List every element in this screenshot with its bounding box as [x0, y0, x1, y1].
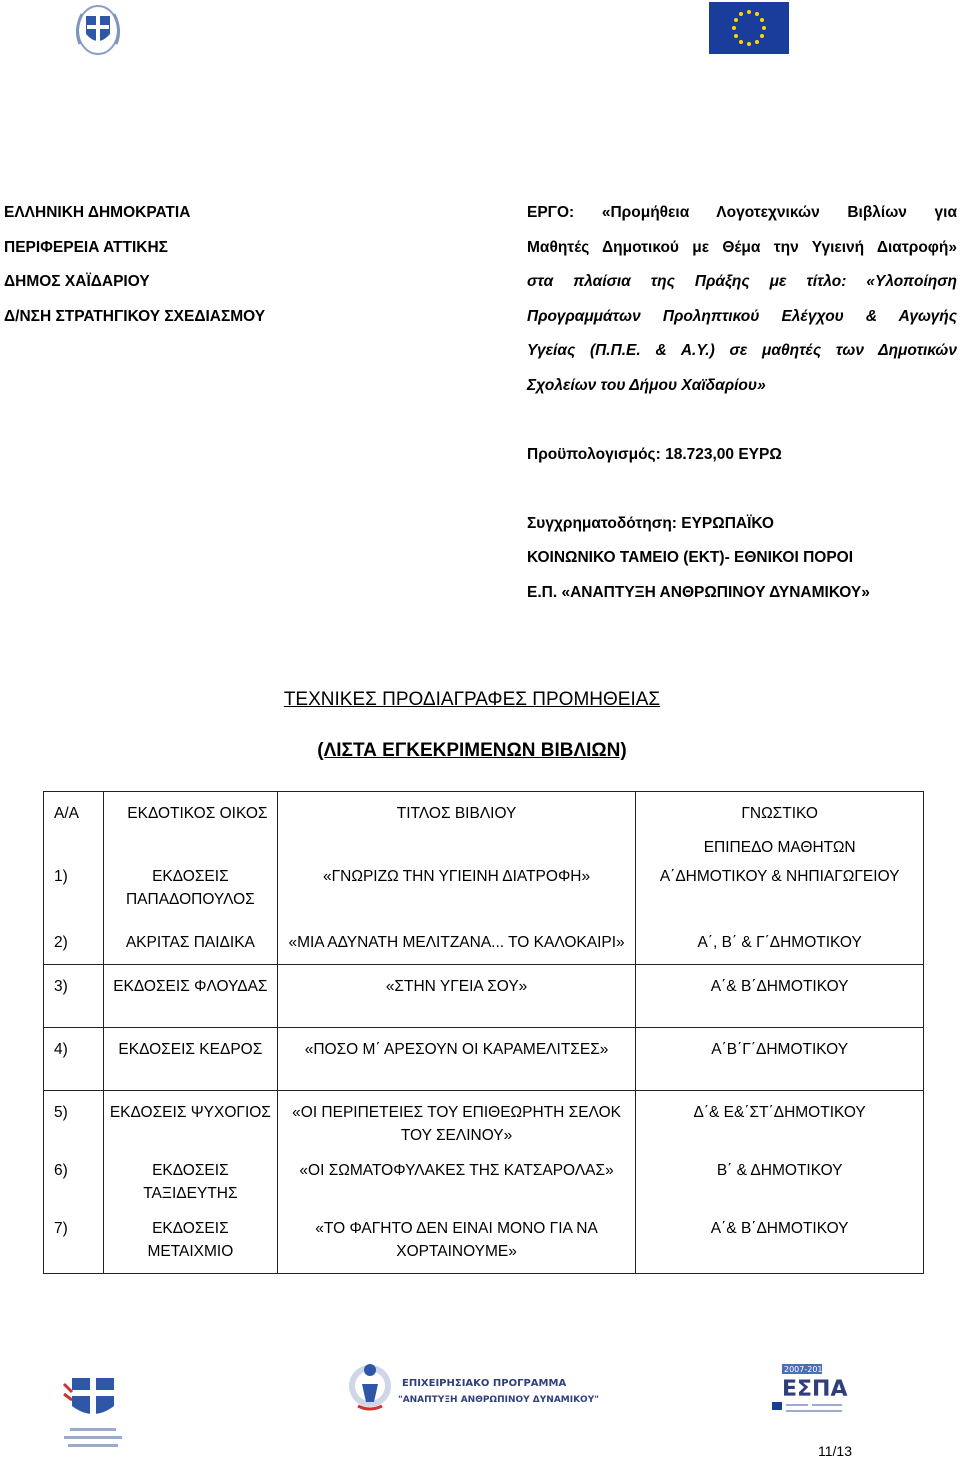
- row-level: Α΄Β΄Γ΄ΔΗΜΟΤΙΚΟΥ: [636, 1028, 924, 1091]
- table-row: [44, 863, 924, 921]
- project-line: Σχολείων του Δήμου Χαϊδαρίου»: [527, 376, 766, 394]
- table-row: [44, 1215, 924, 1274]
- project-label: ΕΡΓΟ:: [527, 204, 575, 221]
- header-level: [636, 792, 924, 864]
- row-title: «ΓΝΩΡΙΖΩ ΤΗΝ ΥΓΙΕΙΝΗ ΔΙΑΤΡΟΦΗ»: [277, 863, 635, 921]
- project-line: στα πλαίσια της Πράξης με τίτλο: «Υλοποίηση: [527, 273, 957, 290]
- row-title: «ΟΙ ΣΩΜΑΤΟΦΥΛΑΚΕΣ ΤΗΣ ΚΑΤΣΑΡΟΛΑΣ»: [277, 1157, 635, 1215]
- row-publisher: ΕΚΔΟΣΕΙΣ ΠΑΠΑΔΟΠΟΥΛΟΣ: [103, 863, 277, 921]
- row-level: Α΄& Β΄ΔΗΜΟΤΙΚΟΥ: [636, 965, 924, 1028]
- program-name-line: "ΑΝΑΠΤΥΞΗ ΑΝΘΡΩΠΙΝΟΥ ΔΥΝΑΜΙΚΟΥ": [398, 1395, 599, 1405]
- header-level-line: ΕΠΙΠΕΔΟ ΜΑΘΗΤΩΝ: [703, 839, 856, 856]
- row-level: Α΄ΔΗΜΟΤΙΚΟΥ & ΝΗΠΙΑΓΩΓΕΙΟΥ: [636, 863, 924, 921]
- row-publisher: ΕΚΔΟΣΕΙΣ ΜΕΤΑΙΧΜΙΟ: [103, 1215, 277, 1274]
- row-title: «ΟΙ ΠΕΡΙΠΕΤΕΙΕΣ ΤΟΥ ΕΠΙΘΕΩΡΗΤΗ ΣΕΛΟΚ ΤΟΥ ΣΕΛΙΝΟΥ»: [277, 1091, 635, 1158]
- row-num: 3): [44, 965, 104, 1028]
- document-subtitle: (ΛΙΣΤΑ ΕΓΚΕΚΡΙΜΕΝΩΝ ΒΙΒΛΙΩΝ): [317, 740, 627, 761]
- issuer-line: Δ/ΝΣΗ ΣΤΡΑΤΗΓΙΚΟΥ ΣΧΕΔΙΑΣΜΟΥ: [4, 307, 266, 325]
- table-row: [44, 921, 924, 965]
- row-num: 1): [44, 863, 104, 921]
- row-num: 6): [44, 1157, 104, 1215]
- row-level: Α΄, Β΄ & Γ΄ΔΗΜΟΤΙΚΟΥ: [636, 921, 924, 965]
- table-row: [44, 1091, 924, 1158]
- row-title: «ΣΤΗΝ ΥΓΕΙΑ ΣΟΥ»: [277, 965, 635, 1028]
- ministry-health-logo: [58, 1372, 128, 1454]
- row-publisher: ΕΚΔΟΣΕΙΣ ΤΑΞΙΔΕΥΤΗΣ: [103, 1157, 277, 1215]
- approved-books-table: [43, 791, 924, 1274]
- row-publisher: ΕΚΔΟΣΕΙΣ ΦΛΟΥΔΑΣ: [103, 965, 277, 1028]
- program-name-line: ΕΠΙΧΕΙΡΗΣΙΑΚΟ ΠΡΟΓΡΑΜΜΑ: [402, 1378, 567, 1389]
- operational-programme-logo: [340, 1360, 600, 1420]
- header-level-line: ΓΝΩΣΤΙΚΟ: [741, 805, 818, 822]
- row-level: Α΄& Β΄ΔΗΜΟΤΙΚΟΥ: [636, 1215, 924, 1274]
- project-line: Υγείας (Π.Π.Ε. & Α.Υ.) σε μαθητές των Δημοτικών: [527, 342, 957, 359]
- table-row: [44, 1028, 924, 1091]
- table-row: [44, 965, 924, 1028]
- project-line: [527, 196, 957, 231]
- row-publisher: ΕΚΔΟΣΕΙΣ ΨΥΧΟΓΙΟΣ: [103, 1091, 277, 1158]
- table-row: [44, 1157, 924, 1215]
- header-title: ΤΙΤΛΟΣ ΒΙΒΛΙΟΥ: [277, 792, 635, 864]
- header-num: Α/Α: [44, 792, 104, 864]
- cofunding-line: Συγχρηματοδότηση: ΕΥΡΩΠΑΪΚΟ: [527, 514, 774, 532]
- table-header-row: [44, 792, 924, 864]
- project-line: Προγραμμάτων Προληπτικού Ελέγχου & Αγωγής: [527, 307, 957, 325]
- cofunding-line: ΚΟΙΝΩΝΙΚΟ ΤΑΜΕΙΟ (ΕΚΤ)- ΕΘΝΙΚΟΙ ΠΟΡΟΙ: [527, 549, 854, 566]
- row-publisher: ΑΚΡΙΤΑΣ ΠΑΙΔΙΚΑ: [103, 921, 277, 965]
- issuer-line: ΔΗΜΟΣ ΧΑΪΔΑΡΙΟΥ: [4, 273, 150, 290]
- row-num: 2): [44, 921, 104, 965]
- project-line: Μαθητές Δημοτικού με Θέμα την Υγιεινή Διατροφή»: [527, 238, 957, 256]
- page-number: 11/13: [818, 1443, 852, 1459]
- greek-republic-seal-logo: [66, 4, 130, 56]
- issuer-block: [4, 196, 265, 334]
- project-block: [527, 196, 957, 610]
- eu-flag-logo: [709, 2, 789, 54]
- row-publisher: ΕΚΔΟΣΕΙΣ ΚΕΔΡΟΣ: [103, 1028, 277, 1091]
- row-num: 7): [44, 1215, 104, 1274]
- espa-years: 2007-2013: [784, 1365, 828, 1374]
- cofunding-line: Ε.Π. «ΑΝΑΠΤΥΞΗ ΑΝΘΡΩΠΙΝΟΥ ΔΥΝΑΜΙΚΟΥ»: [527, 583, 870, 601]
- row-num: 4): [44, 1028, 104, 1091]
- row-level: Δ΄& Ε&΄ΣΤ΄ΔΗΜΟΤΙΚΟΥ: [636, 1091, 924, 1158]
- header-publisher: ΕΚΔΟΤΙΚΟΣ ΟΙΚΟΣ: [103, 792, 277, 864]
- row-title: «ΠΟΣΟ Μ΄ ΑΡΕΣΟΥΝ ΟΙ ΚΑΡΑΜΕΛΙΤΣΕΣ»: [277, 1028, 635, 1091]
- row-level: Β΄ & ΔΗΜΟΤΙΚΟΥ: [636, 1157, 924, 1215]
- issuer-line: ΕΛΛΗΝΙΚΗ ΔΗΜΟΚΡΑΤΙΑ: [4, 204, 191, 221]
- document-title: ΤΕΧΝΙΚΕΣ ΠΡΟΔΙΑΓΡΑΦΕΣ ΠΡΟΜΗΘΕΙΑΣ: [283, 689, 661, 710]
- project-title-part: «Προμήθεια Λογοτεχνικών Βιβλίων για: [601, 204, 957, 221]
- budget: Προϋπολογισμός: 18.723,00 ΕΥΡΩ: [527, 445, 782, 463]
- row-title: «ΜΙΑ ΑΔΥΝΑΤΗ ΜΕΛΙΤΖΑΝΑ... ΤΟ ΚΑΛΟΚΑΙΡΙ»: [277, 921, 635, 965]
- espa-wordmark: ΕΣΠΑ: [782, 1377, 848, 1402]
- issuer-line: ΠΕΡΙΦΕΡΕΙΑ ΑΤΤΙΚΗΣ: [4, 238, 168, 256]
- espa-logo: [768, 1362, 858, 1422]
- row-title: «ΤΟ ΦΑΓΗΤΟ ΔΕΝ ΕΙΝΑΙ ΜΟΝΟ ΓΙΑ ΝΑ ΧΟΡΤΑΙΝΟΥΜΕ»: [277, 1215, 635, 1274]
- row-num: 5): [44, 1091, 104, 1158]
